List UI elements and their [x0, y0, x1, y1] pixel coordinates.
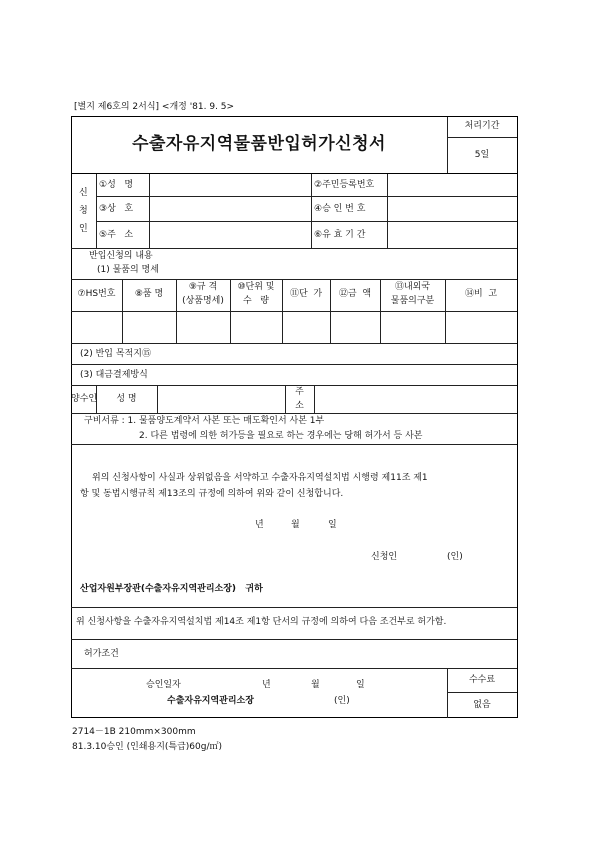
fee-label: 수수료 — [468, 675, 496, 685]
approval-number-label: ④승 인 번 호 — [314, 204, 366, 214]
transferee-address-label-2: 소 — [295, 401, 304, 411]
fee-value: 없음 — [473, 700, 491, 710]
transferee-label: 양수인 — [71, 394, 98, 404]
col-item-name: ⑧품 명 — [134, 289, 164, 299]
col-spec-line1: ⑨규 격 — [188, 282, 218, 292]
address-label: ⑤주 소 — [99, 230, 134, 240]
declaration-line2: 항 및 동법시행규칙 제13조의 규정에 의하여 위와 같이 신청합니다. — [80, 489, 344, 499]
form-title: 수출자유지역물품반입허가신청서 — [132, 134, 386, 154]
approval-seal: (인) — [334, 696, 350, 706]
processing-period-label: 처리기간 — [464, 121, 500, 131]
transferee-address-label-1: 주 — [295, 387, 304, 397]
processing-period-value: 5일 — [474, 150, 490, 160]
col-amount: ⑫금 액 — [338, 289, 372, 299]
col-remarks: ⑭비 고 — [464, 289, 498, 299]
approval-statement: 위 신청사항을 수출자유지역설치법 제14조 제1항 단서의 규정에 의하여 다음 조건부로 허가함. — [76, 617, 447, 627]
goods-spec-label: (1) 물품의 명세 — [97, 265, 159, 275]
col-spec-line2: (상품명세) — [182, 296, 224, 306]
col-origin-line1: ⑬내외국 — [394, 282, 431, 292]
transferee-name-label: 성 명 — [116, 394, 137, 404]
col-unit-line1: ⑩단위 및 — [237, 282, 275, 292]
col-origin-line2: 물품의구분 — [390, 296, 435, 306]
form-reference: [별지 제6호의 2서식] <개정 '81. 9. 5> — [74, 102, 235, 112]
documents-line1: 구비서류 : 1. 물품양도계약서 사본 또는 매도확인서 사본 1부 — [84, 416, 325, 426]
footer-line2: 81.3.10승인 (인쇄용지(특급)60g/㎡) — [72, 742, 223, 752]
name-label: ①성 명 — [99, 180, 134, 190]
import-section-label: 반입신청의 내용 — [89, 251, 153, 261]
declaration-day: 일 — [328, 520, 337, 530]
approval-authority: 수출자유지역관리소장 — [167, 696, 254, 706]
applicant-seal: (인) — [447, 552, 463, 562]
declaration-month: 월 — [291, 520, 300, 530]
applicant-side-char-3: 인 — [79, 224, 88, 234]
applicant-sign-label: 신청인 — [371, 552, 398, 562]
company-label: ③상 호 — [99, 204, 134, 214]
col-unit-line2: 수 량 — [243, 296, 269, 306]
applicant-side-char-1: 신 — [79, 188, 88, 198]
approval-day: 일 — [356, 680, 365, 690]
validity-period-label: ⑥유 효 기 간 — [314, 230, 366, 240]
payment-method-label: (3) 대금결제방식 — [80, 370, 148, 380]
resident-id-label: ②주민등록번호 — [314, 180, 375, 190]
approval-year: 년 — [262, 680, 271, 690]
approval-date-label: 승인일자 — [146, 680, 181, 690]
documents-line2: 2. 다른 법령에 의한 허가등을 필요로 하는 경우에는 당해 허가서 등 사본 — [139, 431, 423, 441]
declaration-line1: 위의 신청사항이 사실과 상위없음을 서약하고 수출자유지역설치법 시행령 제11조 제1 — [92, 473, 428, 483]
addressee: 산업자원부장관(수출자유지역관리소장) 귀하 — [80, 584, 263, 594]
destination-label: (2) 반입 목적지⑮ — [80, 349, 151, 359]
approval-month: 월 — [311, 680, 320, 690]
col-unit-price: ⑪단 가 — [289, 289, 323, 299]
declaration-year: 년 — [255, 520, 264, 530]
conditions-label: 허가조건 — [84, 649, 119, 659]
footer-line1: 2714－1B 210mm×300mm — [72, 727, 196, 737]
applicant-side-char-2: 청 — [79, 206, 88, 216]
col-hs-number: ⑦HS번호 — [77, 289, 116, 299]
